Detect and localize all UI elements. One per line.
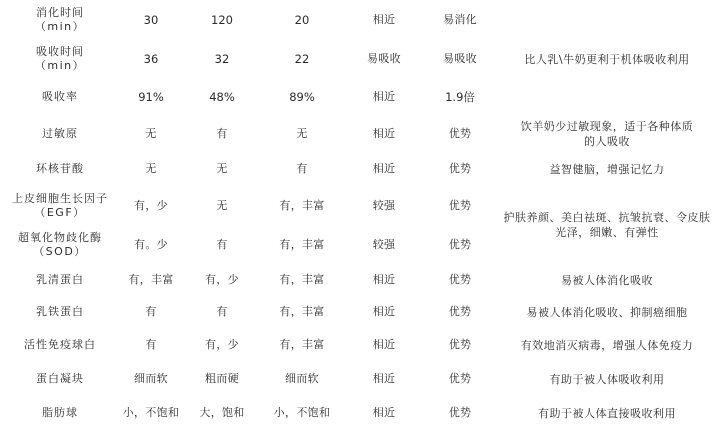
goat-vs-human-cell: 相近 <box>372 406 396 419</box>
table-row <box>0 78 720 116</box>
goat-vs-human-cell: 易吸收 <box>367 52 401 65</box>
goat-vs-human-cell: 相近 <box>372 273 396 286</box>
goat-vs-cow-cell: 优势 <box>448 338 472 351</box>
item-label: 吸收时间 <box>36 45 84 58</box>
table-row <box>0 40 720 78</box>
goat-milk-cell: 小，不饱和 <box>122 406 180 419</box>
human-milk-cell: 有，丰富 <box>279 305 325 318</box>
goat-vs-human-cell: 较强 <box>372 238 396 251</box>
note-cell: 饮羊奶少过敏现象，适于各种体质的人吸收 <box>520 120 694 148</box>
goat-milk-cell: 36 <box>143 52 159 66</box>
human-milk-cell: 89% <box>289 90 315 104</box>
goat-vs-cow-cell: 优势 <box>448 305 472 318</box>
goat-vs-human-cell: 相近 <box>372 162 396 175</box>
item-cell: 脂肪球 <box>42 406 78 419</box>
cow-milk-cell: 有 <box>216 127 228 140</box>
human-milk-cell: 有，丰富 <box>279 338 325 351</box>
goat-milk-cell: 有，少 <box>134 199 168 212</box>
note-cell: 有助于被人体吸收利用 <box>549 372 665 386</box>
item-sublabel: （EGF） <box>34 206 86 219</box>
goat-milk-cell: 无 <box>145 162 157 175</box>
goat-vs-cow-cell: 易吸收 <box>443 52 477 65</box>
goat-milk-cell: 有 <box>145 338 157 351</box>
cow-milk-cell: 粗而硬 <box>205 372 239 385</box>
human-milk-cell: 细而软 <box>285 372 319 385</box>
note-cell: 益智健脑，增强记忆力 <box>549 162 665 176</box>
cow-milk-cell: 大，饱和 <box>199 406 245 419</box>
item-cell: 活性免疫球白 <box>24 338 96 351</box>
human-milk-cell: 有 <box>296 162 308 175</box>
cow-milk-cell: 32 <box>214 52 230 66</box>
note-cell <box>494 78 720 116</box>
item-cell <box>0 40 120 78</box>
goat-vs-human-cell: 相近 <box>372 372 396 385</box>
item-sublabel: （min） <box>34 59 86 72</box>
goat-vs-human-cell: 相近 <box>372 338 396 351</box>
note-cell: 易被人体消化吸收、抑制癌细胞 <box>526 305 688 319</box>
table-row <box>0 264 720 296</box>
table-row <box>0 186 720 226</box>
goat-vs-cow-cell: 1.9倍 <box>445 90 475 104</box>
note-cell: 易被人体消化吸收 <box>561 273 653 287</box>
cow-milk-cell: 无 <box>216 162 228 175</box>
table-row <box>0 116 720 152</box>
item-label: 上皮细胞生长因子 <box>12 192 108 205</box>
note-cell <box>494 0 720 40</box>
note-cell: 有效地消灭病毒，增强人体免疫力 <box>520 338 694 352</box>
goat-vs-human-cell: 相近 <box>372 305 396 318</box>
note-cell: 有助于被人体直接吸收利用 <box>538 406 676 420</box>
item-cell <box>0 186 120 226</box>
table-row <box>0 0 720 40</box>
goat-vs-cow-cell: 优势 <box>448 162 472 175</box>
cow-milk-cell: 有，少 <box>205 273 239 286</box>
goat-milk-cell: 有，丰富 <box>128 273 174 286</box>
item-cell: 蛋白凝块 <box>36 372 84 385</box>
cow-milk-cell: 有 <box>216 238 228 251</box>
human-milk-cell: 22 <box>294 52 310 66</box>
goat-milk-cell: 91% <box>138 90 164 104</box>
table-row <box>0 396 720 430</box>
cow-milk-cell: 无 <box>216 199 228 212</box>
item-cell: 过敏原 <box>42 127 78 140</box>
human-milk-cell: 有，丰富 <box>279 273 325 286</box>
item-cell: 乳清蛋白 <box>36 273 84 286</box>
goat-milk-cell: 细而软 <box>134 372 168 385</box>
goat-vs-human-cell: 相近 <box>372 13 396 26</box>
table-row <box>0 296 720 328</box>
goat-vs-cow-cell: 优势 <box>448 273 472 286</box>
cow-milk-cell: 有 <box>216 305 228 318</box>
table-row <box>0 152 720 186</box>
human-milk-cell: 小，不饱和 <box>273 406 331 419</box>
item-cell <box>0 226 120 264</box>
merged-note-cell: 护肤养颜、美白祛斑、抗皱抗衰、令皮肤光泽，细嫩、有弹性 <box>503 211 711 239</box>
goat-vs-human-cell: 相近 <box>372 127 396 140</box>
goat-vs-cow-cell: 易消化 <box>443 13 477 26</box>
goat-vs-cow-cell: 优势 <box>448 372 472 385</box>
goat-milk-cell: 有。少 <box>134 238 168 251</box>
human-milk-cell: 无 <box>296 127 308 140</box>
goat-vs-cow-cell: 优势 <box>448 199 472 212</box>
human-milk-cell: 20 <box>294 13 310 27</box>
item-sublabel: （SOD） <box>33 245 87 258</box>
item-label: 超氧化物歧化酶 <box>18 231 102 244</box>
item-cell: 环核苷酸 <box>36 162 84 175</box>
goat-vs-cow-cell: 优势 <box>448 238 472 251</box>
cow-milk-cell: 48% <box>209 90 235 104</box>
goat-vs-cow-cell: 优势 <box>448 406 472 419</box>
cow-milk-cell: 120 <box>211 13 233 27</box>
goat-vs-human-cell: 较强 <box>372 199 396 212</box>
human-milk-cell: 有，丰富 <box>279 238 325 251</box>
table-row <box>0 362 720 396</box>
note-cell: 比人乳\牛奶更利于机体吸收利用 <box>524 52 690 66</box>
human-milk-cell: 有，丰富 <box>279 199 325 212</box>
goat-vs-cow-cell: 优势 <box>448 127 472 140</box>
table-row <box>0 328 720 362</box>
goat-milk-cell: 无 <box>145 127 157 140</box>
goat-vs-human-cell: 相近 <box>372 90 396 103</box>
item-cell <box>0 0 120 40</box>
item-sublabel: （min） <box>34 20 86 33</box>
cow-milk-cell: 有，少 <box>205 338 239 351</box>
item-label: 消化时间 <box>36 6 84 19</box>
goat-milk-cell: 有 <box>145 305 157 318</box>
item-cell: 乳铁蛋白 <box>36 305 84 318</box>
item-cell: 吸收率 <box>42 90 78 103</box>
goat-milk-cell: 30 <box>143 13 159 27</box>
